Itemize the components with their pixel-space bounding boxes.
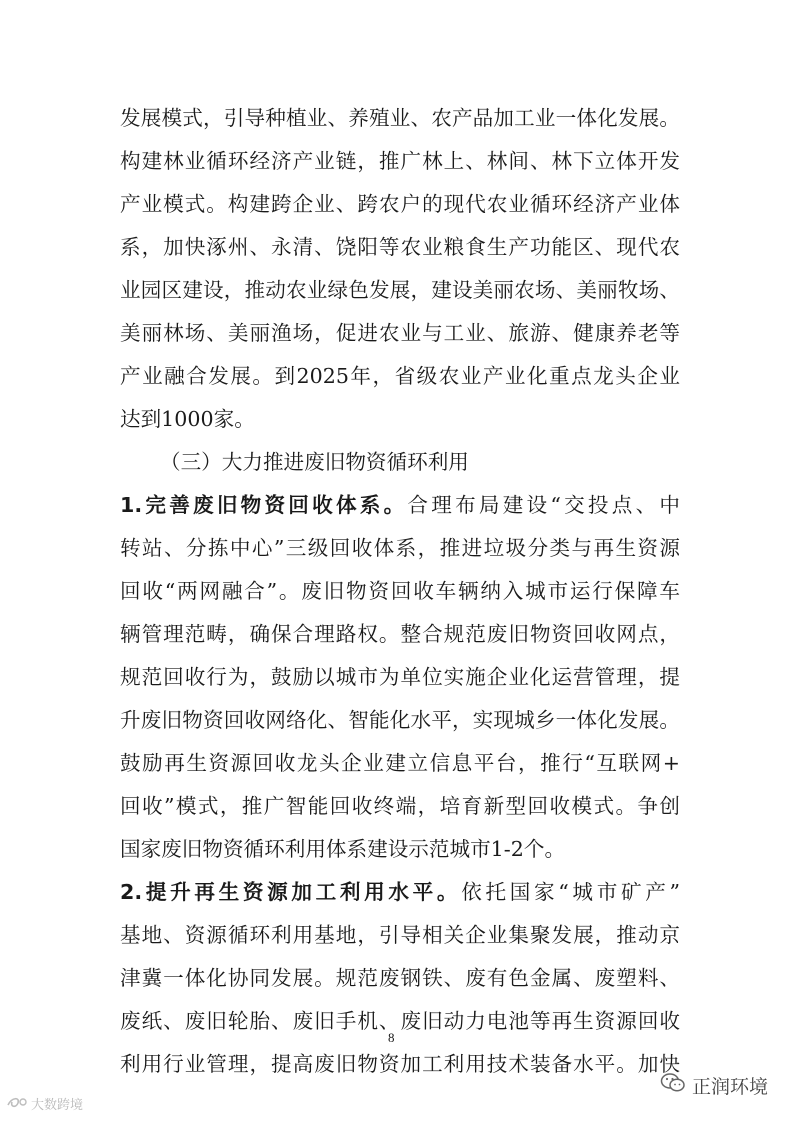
paragraph-lead: 2.提升再生资源加工利用水平。	[120, 880, 462, 904]
body-line: 转站、分拣中心”三级回收体系，推进垃圾分类与再生资源	[120, 536, 680, 560]
body-line: 津冀一体化协同发展。规范废钢铁、废有色金属、废塑料、	[120, 966, 680, 990]
watermark-left-text: 大数跨境	[31, 1098, 84, 1113]
paragraph-lead: 1.完善废旧物资回收体系。	[120, 493, 408, 517]
body-line: 基地、资源循环利用基地，引导相关企业集聚发展，推动京	[120, 923, 680, 947]
watermark-right	[660, 1072, 768, 1099]
body-line: 美丽林场、美丽渔场，促进农业与工业、旅游、健康养老等	[120, 321, 680, 345]
body-line: 发展模式，引导种植业、养殖业、农产品加工业一体化发展。	[120, 106, 680, 130]
paragraph-text: 依托国家“城市矿产”	[461, 880, 681, 904]
body-line: 升废旧物资回收网络化、智能化水平，实现城乡一体化发展。	[120, 708, 680, 732]
body-line: 产业融合发展。到2025年，省级农业产业化重点龙头企业	[120, 364, 680, 388]
watermark-right-text: 正润环境	[692, 1076, 769, 1098]
body-line: 国家废旧物资循环利用体系建设示范城市1-2个。	[120, 837, 566, 861]
body-line: 回收”模式，推广智能回收终端，培育新型回收模式。争创	[120, 794, 680, 818]
body-line	[120, 876, 680, 908]
section-heading: （三）大力推进废旧物资循环利用	[160, 450, 469, 474]
body-line: 产业模式。构建跨企业、跨农户的现代农业循环经济产业体	[120, 192, 680, 216]
body-line: 废纸、废旧轮胎、废旧手机、废旧动力电池等再生资源回收	[120, 1009, 680, 1033]
body-line	[120, 489, 680, 521]
body-line: 规范回收行为，鼓励以城市为单位实施企业化运营管理，提	[120, 665, 680, 689]
body-line: 利用行业管理，提高废旧物资加工利用技术装备水平。加快	[120, 1052, 680, 1076]
body-line: 构建林业循环经济产业链，推广林上、林间、林下立体开发	[120, 149, 680, 173]
body-line: 鼓励再生资源回收龙头企业建立信息平台，推行“互联网+	[120, 751, 680, 775]
page-number: 8	[388, 1030, 395, 1045]
watermark-left	[6, 1094, 83, 1113]
body-line: 业园区建设，推动农业绿色发展，建设美丽农场、美丽牧场、	[120, 278, 680, 302]
logo-swirl-icon	[6, 1095, 28, 1113]
paragraph-text: 合理布局建设“交投点、中	[407, 493, 680, 517]
body-line: 系，加快涿州、永清、饶阳等农业粮食生产功能区、现代农	[120, 235, 680, 259]
body-line: 辆管理范畴，确保合理路权。整合规范废旧物资回收网点，	[120, 622, 680, 646]
body-line: 达到1000家。	[120, 407, 255, 431]
wechat-icon	[660, 1072, 686, 1099]
body-line: 回收“两网融合”。废旧物资回收车辆纳入城市运行保障车	[120, 579, 680, 603]
